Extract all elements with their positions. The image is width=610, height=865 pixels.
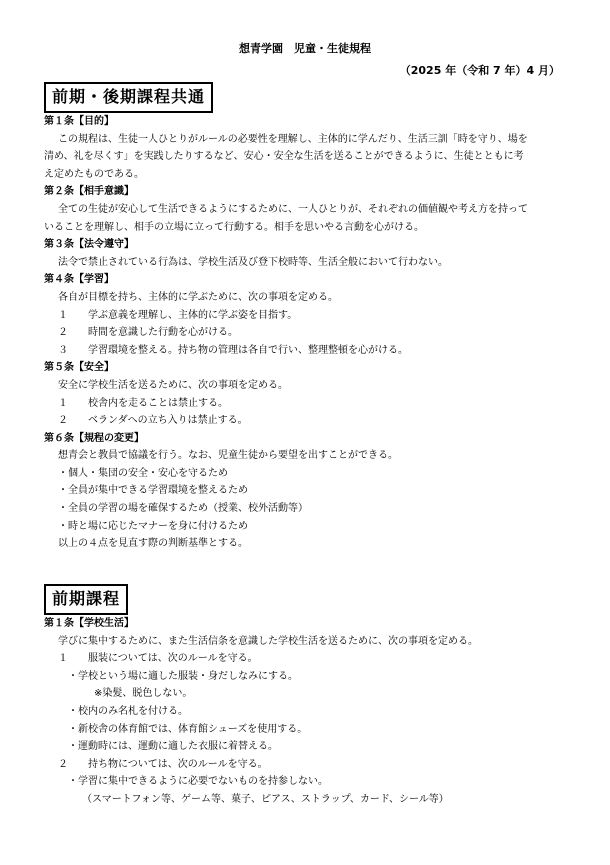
article-5-title: 第５条【安全】 xyxy=(44,362,114,374)
article-2-text-1: 全ての生徒が安心して生活できるようにするために、一人ひとりが、それぞれの価値観や考え方を持って xyxy=(58,203,528,215)
article-6-bullet-1: ・個人・集団の安全・安心を守るため xyxy=(58,467,228,479)
article-5-item-1: １ 校舎内を走ることは禁止する。 xyxy=(58,397,228,409)
article-6-text-1: 想青会と教員で協議を行う。なお、児童生徒から要望を出すことができる。 xyxy=(58,450,398,462)
article-1-text-1: この規程は、生徒一人ひとりがルールの必要性を理解し、主体的に学んだり、生活三訓「時を守り、場を xyxy=(58,133,528,145)
article-4-item-2: ２ 時間を意識した行動を心がける。 xyxy=(58,327,238,339)
article-5-text-1: 安全に学校生活を送るために、次の事項を定める。 xyxy=(58,379,288,391)
early-bullet-5: ・学習に集中できるように必要でないものを持参しない。 xyxy=(68,776,328,788)
early-article-1-text-1: 学びに集中するために、また生活信条を意識した学校生活を送るために、次の事項を定める。 xyxy=(58,635,478,647)
article-4-item-1: １ 学ぶ意義を理解し、主体的に学ぶ姿を目指す。 xyxy=(58,309,298,321)
early-article-1-title: 第１条【学校生活】 xyxy=(44,618,134,629)
article-6-title: 第６条【規程の変更】 xyxy=(44,432,144,444)
early-section xyxy=(44,615,564,809)
article-1-text-2: 清め、礼を尽くす」を実践したりするなど、安心・安全な生活を送ることができるように、生徒とともに考 xyxy=(44,151,524,163)
early-bullet-1: ・学校という場に適した服装・身だしなみにする。 xyxy=(68,670,298,682)
article-3-title: 第３条【法令遵守】 xyxy=(44,239,134,251)
section-heading-common: 前期・後期課程共通 xyxy=(44,82,213,113)
article-4-item-3: ３ 学習環境を整える。持ち物の管理は各自で行い、整理整頓を心がける。 xyxy=(58,344,408,356)
article-6-bullet-2: ・全員が集中できる学習環境を整えるため xyxy=(58,485,248,497)
early-bullet-3: ・新校舎の体育館では、体育館シューズを使用する。 xyxy=(68,723,308,735)
article-2-title: 第２条【相手意識】 xyxy=(44,186,134,198)
early-article-1-item-2: ２ 持ち物については、次のルールを守る。 xyxy=(58,758,268,770)
article-1-title: 第１条【目的】 xyxy=(44,116,114,127)
document-title: 想青学園 児童・生徒規程 xyxy=(239,42,371,55)
early-bullet-4: ・運動時には、運動に適した衣服に着替える。 xyxy=(68,741,278,753)
early-bullet-2: ・校内のみ名札を付ける。 xyxy=(68,705,188,717)
early-bullet-1-note: ※染髪、脱色しない。 xyxy=(94,688,193,700)
article-4-text-1: 各自が目標を持ち、主体的に学ぶために、次の事項を定める。 xyxy=(58,291,338,303)
article-4-title: 第４条【学習】 xyxy=(44,274,114,286)
article-5-item-2: ２ ベランダへの立ち入りは禁止する。 xyxy=(58,415,248,427)
article-6-bullet-4: ・時と場に応じたマナーを身に付けるため xyxy=(58,520,248,532)
article-1-text-3: え定めたものである。 xyxy=(44,168,144,180)
article-3-text-1: 法令で禁止されている行為は、学校生活及び登下校時等、生活全般において行わない。 xyxy=(58,256,448,268)
early-bullet-5-paren: （スマートフォン等、ゲーム等、菓子、ピアス、ストラップ、カード、シール等） xyxy=(82,793,449,805)
article-2-text-2: いることを理解し、相手の立場に立って行動する。相手を思いやる言動を心がける。 xyxy=(44,221,424,233)
early-article-1-item-1: １ 服装については、次のルールを守る。 xyxy=(58,653,258,665)
document-date: （2025 年（令和 7 年）4 月） xyxy=(399,64,560,77)
article-6-bullet-3: ・全員の学習の場を確保するため（授業、校外活動等） xyxy=(58,503,308,515)
section-heading-early: 前期課程 xyxy=(44,584,128,615)
common-section xyxy=(44,113,564,553)
article-6-text-2: 以上の４点を見直す際の判断基準とする。 xyxy=(58,538,248,550)
